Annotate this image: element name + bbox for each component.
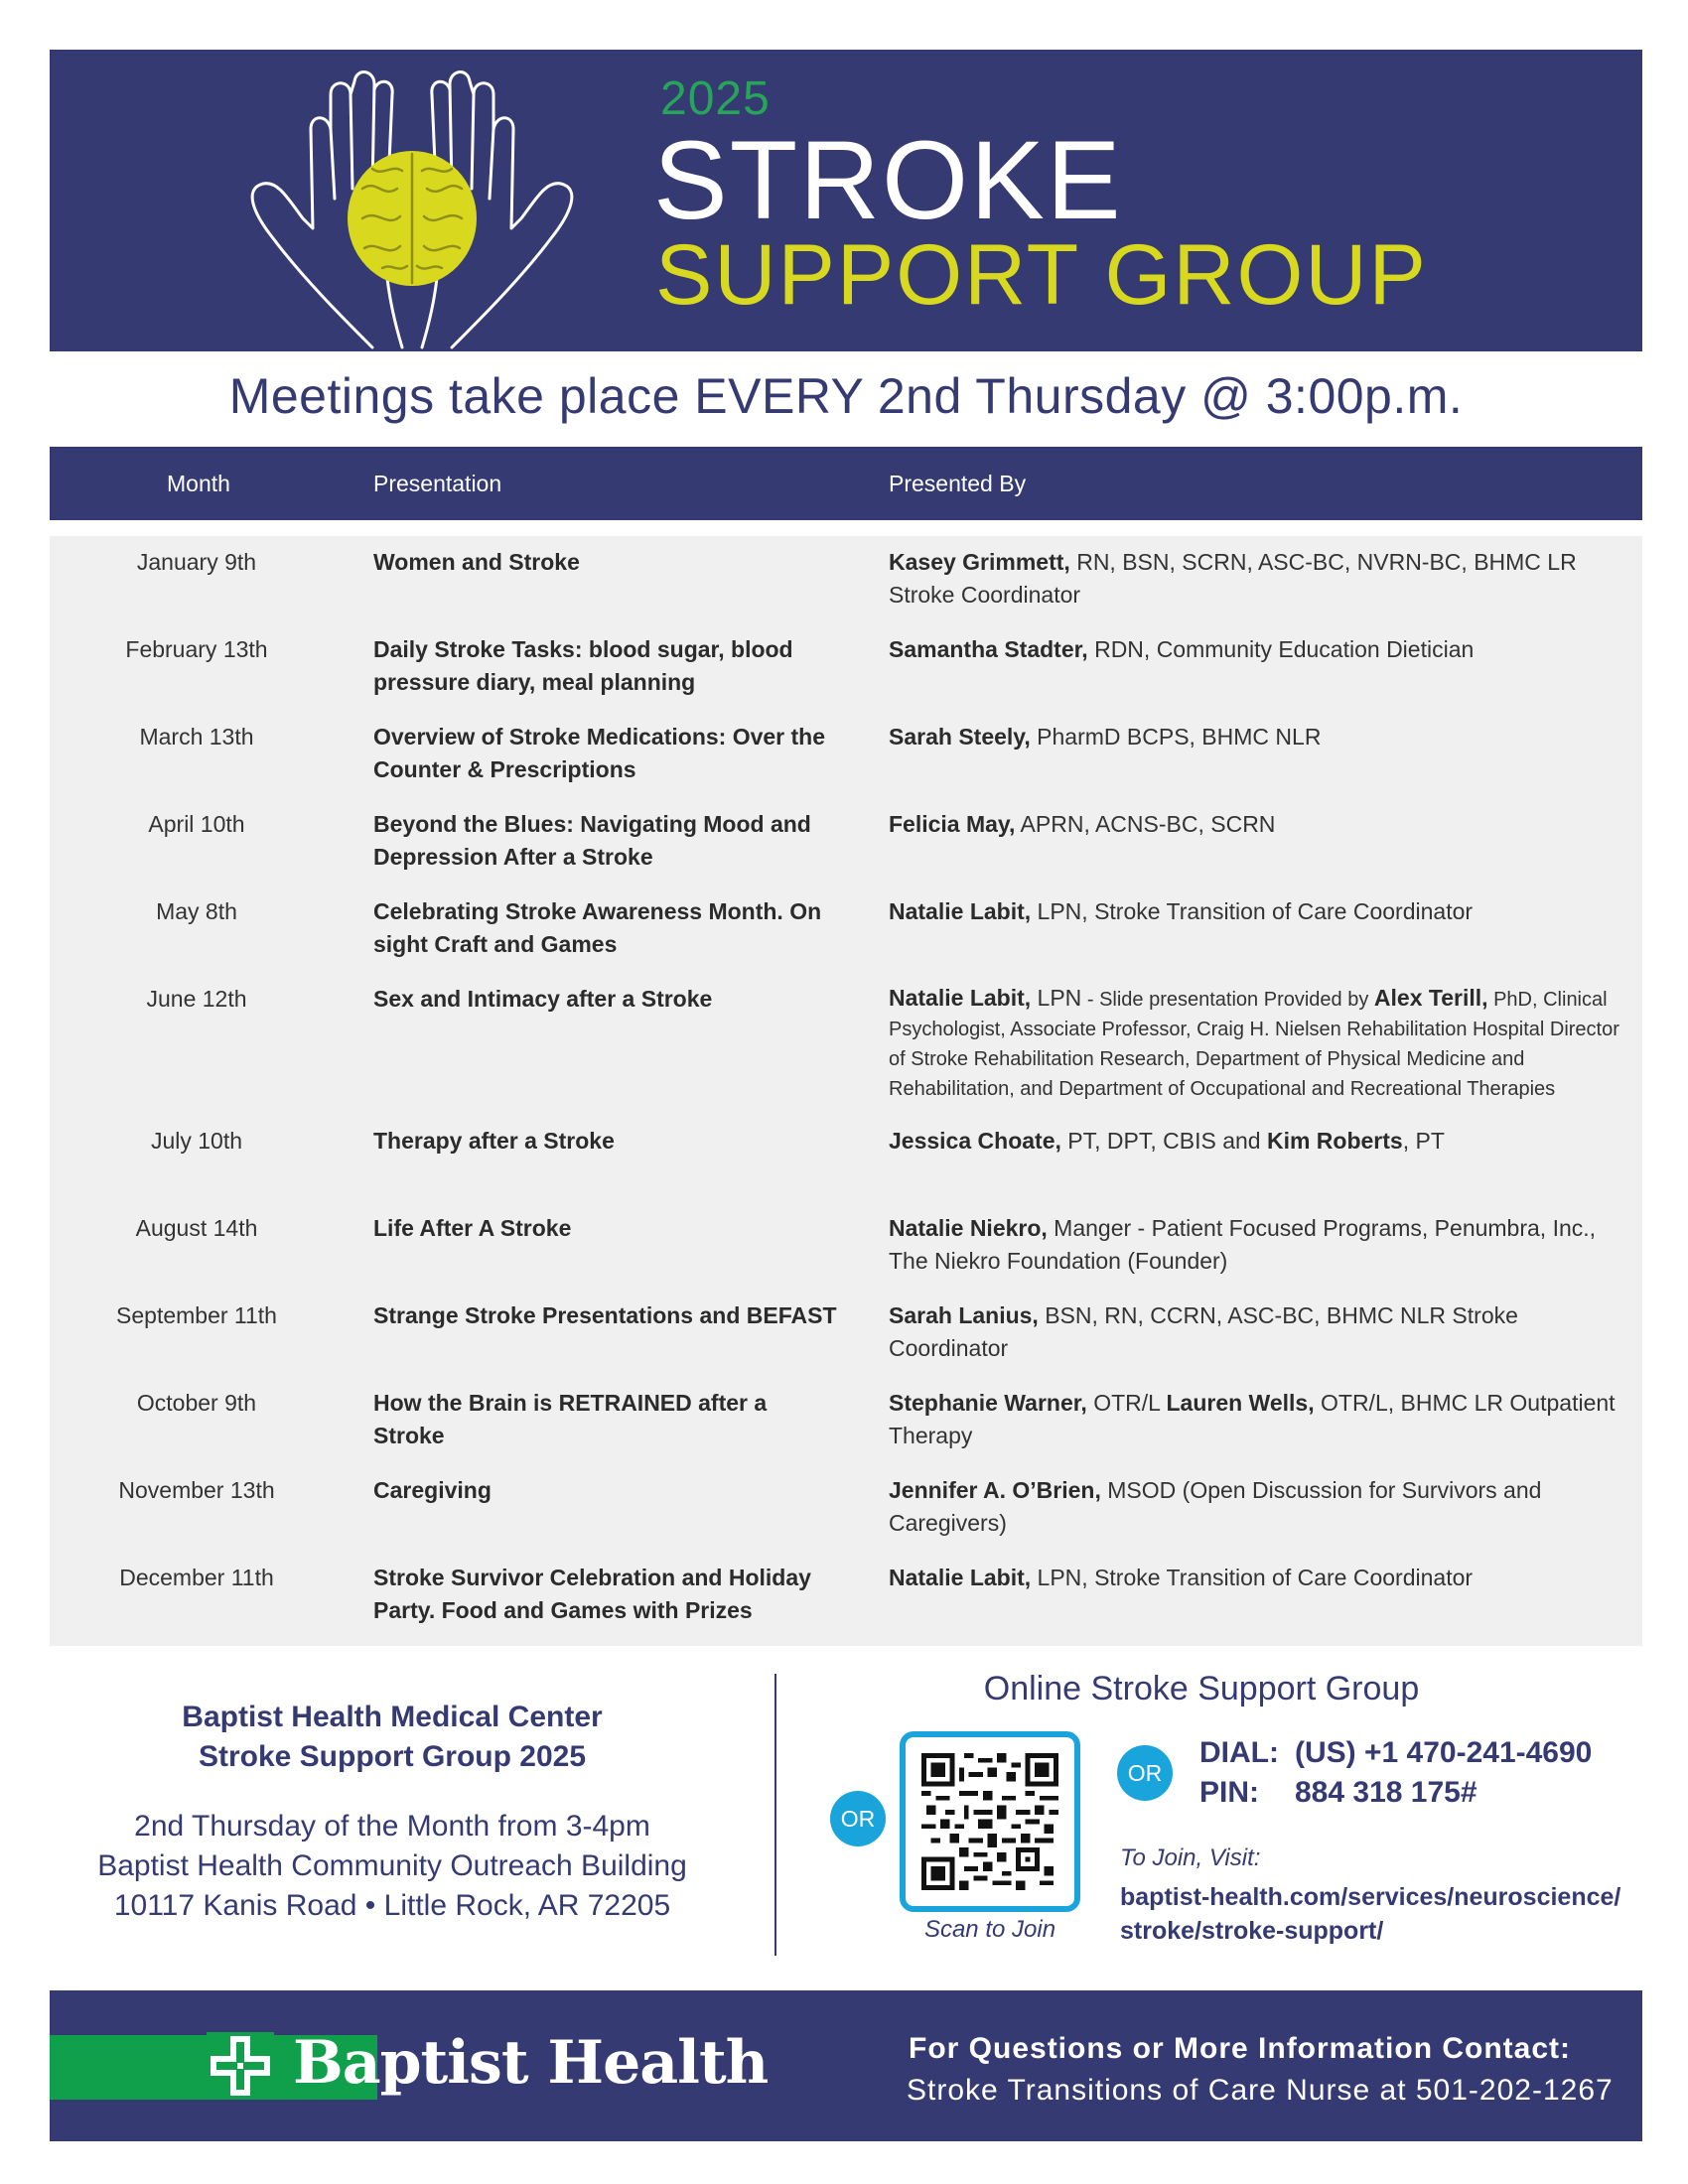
presenter-credentials: APRN, ACNS-BC, SCRN [1015,811,1276,837]
join-url-line1[interactable]: baptist-health.com/services/neuroscience/ [1120,1883,1621,1911]
title-stroke: STROKE [653,118,1123,242]
presenter-name-2: Lauren Wells, [1166,1390,1315,1416]
presenter-cell [889,1562,1623,1594]
presenter-name: Natalie Labit, [889,898,1032,924]
presenter-credentials: PT, DPT, CBIS and [1060,1128,1267,1154]
hands-brain-logo-icon [223,60,601,357]
brand-wordmark: Baptist Health [293,2028,769,2098]
or-badge: OR [830,1791,886,1846]
month-cell: March 13th [139,724,254,750]
meeting-time: 2nd Thursday of the Month from 3-4pm [134,1810,650,1843]
column-header-presentation: Presentation [373,471,502,496]
presenter-cell [889,1474,1623,1540]
presenter-credentials: LPN, Stroke Transition of Care Coordinator [1031,898,1474,924]
address: 10117 Kanis Road • Little Rock, AR 72205 [113,1889,671,1922]
schedule-table-header [50,447,1642,520]
presenter-cell [889,721,1623,753]
month-cell: April 10th [148,811,245,837]
presenter-name-2: Kim Roberts [1266,1128,1403,1154]
presenter-note: - Slide presentation Provided by [1081,989,1374,1011]
presenter-credentials: LPN, Stroke Transition of Care Coordinator [1031,1565,1474,1590]
presentation-cell: Stroke Survivor Celebration and Holiday Party. Food and Games with Prizes [373,1565,811,1623]
presentation-cell: Celebrating Stroke Awareness Month. On sight Craft and Games [373,898,822,957]
presenter-cell [889,808,1623,841]
presenter-name: Natalie Niekro, [889,1215,1048,1241]
month-cell: July 10th [150,1128,243,1154]
presenter-credentials-2: OTR/L, BHMC LR Outpatient Therapy [889,1390,1616,1448]
presenter-cell [889,1299,1623,1365]
presenter-cell [889,1125,1623,1158]
month-cell: November 13th [118,1477,275,1503]
contact-phone: Stroke Transitions of Care Nurse at 501-202-1267 [907,2074,1614,2107]
presenter-name: Jennifer A. O’Brien, [889,1477,1101,1503]
month-cell: May 8th [156,898,237,924]
presenter-name: Natalie Labit, [889,1565,1032,1590]
presenter-credentials: RDN, Community Education Dietician [1087,636,1475,662]
presentation-cell: How the Brain is RETRAINED after a Stroke [373,1390,768,1448]
org-name: Baptist Health Medical Center [182,1701,603,1733]
month-cell: February 13th [125,636,268,662]
column-header-presented-by: Presented By [889,471,1027,496]
presentation-cell: Caregiving [373,1477,492,1503]
month-cell: October 9th [136,1390,257,1416]
presenter-cell [889,895,1623,928]
pin-label: PIN: [1199,1776,1259,1809]
title-support-group: SUPPORT GROUP [655,227,1428,323]
month-cell: December 11th [119,1565,274,1590]
presentation-cell: Life After A Stroke [373,1215,572,1241]
presenter-name: Sarah Lanius, [889,1302,1039,1328]
month-cell: June 12th [146,986,247,1012]
join-url-line2[interactable]: stroke/stroke-support/ [1120,1917,1384,1945]
presenter-cell [889,633,1623,666]
presentation-cell: Daily Stroke Tasks: blood sugar, blood pressure diary, meal planning [373,636,793,695]
presenter-cell [889,1387,1623,1452]
month-cell: August 14th [135,1215,258,1241]
column-header-month: Month [167,471,230,496]
month-cell: January 9th [136,549,257,575]
presenter-name: Samantha Stadter, [889,636,1088,662]
presentation-cell: Therapy after a Stroke [373,1128,615,1154]
group-name: Stroke Support Group 2025 [198,1740,587,1773]
building-name: Baptist Health Community Outreach Building [97,1849,687,1882]
dial-in-info [1199,1733,1592,1813]
presenter-cell [889,546,1623,612]
presentation-cell: Sex and Intimacy after a Stroke [373,986,713,1012]
presenter-credentials: LPN [1031,985,1082,1011]
presenter-credentials: Manger - Patient Focused Programs, Penumbra, Inc., The Niekro Foundation (Founder) [889,1215,1597,1274]
pin-number: 884 318 175# [1295,1776,1477,1809]
join-visit-label: To Join, Visit: [1120,1844,1261,1871]
dial-number[interactable]: (US) +1 470-241-4690 [1295,1736,1593,1769]
baptist-health-cross-logo-icon [207,2032,274,2100]
qr-code-icon [921,1753,1058,1890]
header-banner [50,50,1642,351]
presenter-credentials: BSN, RN, CCRN, ASC-BC, BHMC NLR Stroke Coordinator [889,1302,1518,1361]
presenter-credentials-2: , PT [1402,1128,1445,1154]
join-url-link[interactable] [1120,1880,1620,1948]
month-cell: September 11th [116,1302,277,1328]
presenter-name: Stephanie Warner, [889,1390,1087,1416]
footer-banner [50,1990,1642,2141]
presenter-credentials: PharmD BCPS, BHMC NLR [1030,724,1322,750]
presenter-name: Natalie Labit, [889,985,1032,1011]
schedule-table-body [50,536,1642,1646]
presenter-cell [889,983,1623,1104]
presenter-name: Kasey Grimmett, [889,549,1070,575]
presenter-credentials: RN, BSN, SCRN, ASC-BC, NVRN-BC, BHMC LR Stroke Coordinator [889,549,1577,608]
online-group-title: Online Stroke Support Group [983,1670,1420,1707]
meeting-schedule-headline: Meetings take place EVERY 2nd Thursday @ 3:00p.m. [228,368,1464,424]
presenter-credentials: OTR/L [1086,1390,1167,1416]
section-divider [774,1674,776,1956]
presenter-name: Jessica Choate, [889,1128,1061,1154]
year-label: 2025 [660,72,771,125]
qr-code[interactable] [900,1731,1080,1912]
scan-to-join-label: Scan to Join [923,1916,1056,1943]
contact-heading: For Questions or More Information Contact: [909,2032,1572,2065]
presenter-name: Sarah Steely, [889,724,1031,750]
location-info [50,1698,735,1926]
presenter-name: Felicia May, [889,811,1016,837]
presenter-name-2: Alex Terill, [1373,985,1488,1011]
presentation-cell: Overview of Stroke Medications: Over the Counter & Prescriptions [373,724,826,782]
or-badge: OR [1117,1745,1173,1801]
presentation-cell: Beyond the Blues: Navigating Mood and Depression After a Stroke [373,811,811,870]
presentation-cell: Women and Stroke [373,549,580,575]
presenter-credentials: MSOD (Open Discussion for Survivors and Caregivers) [889,1477,1542,1536]
presenter-cell [889,1212,1623,1278]
presenter-credentials-2: PhD, Clinical Psychologist, Associate Professor, Craig H. Nielsen Rehabilitation Hospital Director of Stroke Rehabilitation Research, Department of Physical Medicine and Rehabilitation, and Department of Occupational and Recreational Therapies [889,989,1619,1100]
dial-label: DIAL: [1199,1736,1279,1769]
presentation-cell: Strange Stroke Presentations and BEFAST [373,1302,837,1328]
